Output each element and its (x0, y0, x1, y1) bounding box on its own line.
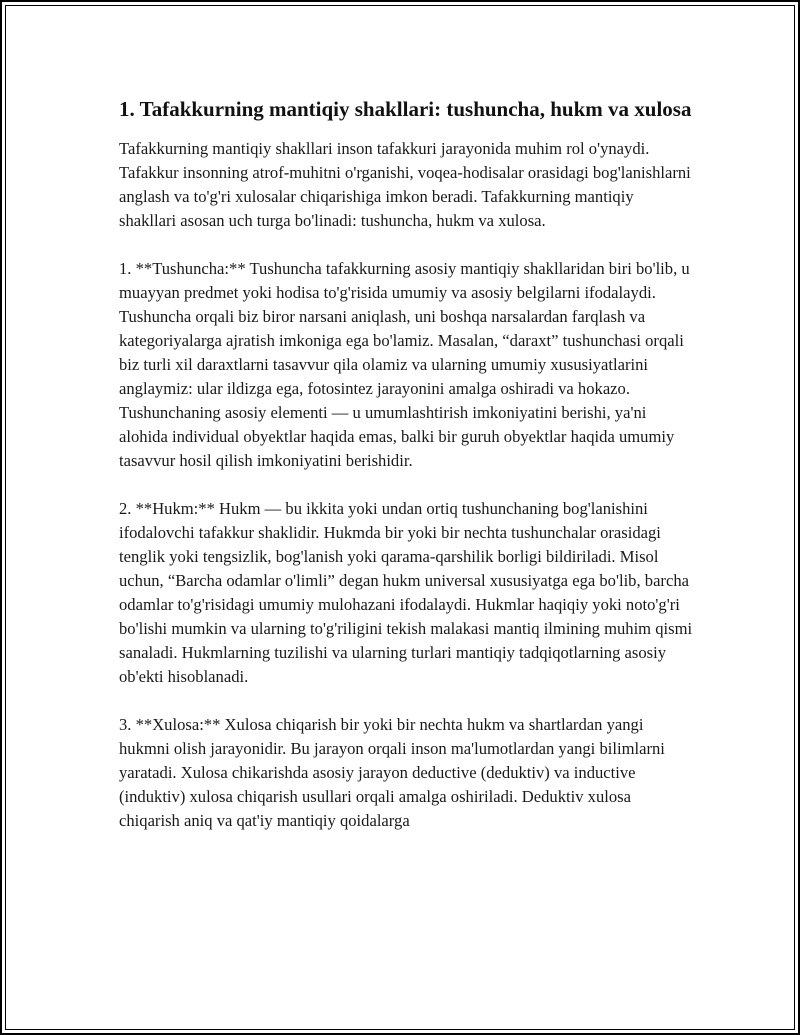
paragraph-tushuncha: 1. **Tushuncha:** Tushuncha tafakkurning asosiy mantiqiy shakllaridan biri bo'lib, u muayyan predmet yoki hodisa to'g'risida umumiy va asosiy belgilarni ifodalaydi. Tushuncha orqali biz biror narsani aniqlash, uni boshqa narsalardan farqlash va kategoriyalarga ajratish imkoniga ega bo'lamiz. Masalan, “daraxt” tushunchasi orqali biz turli xil daraxtlarni tasavvur qila olamiz va ularning umumiy xususiyatlarini anglaymiz: ular ildizga ega, fotosintez jarayonini amalga oshiradi va hokazo. Tushunchaning asosiy elementi — u umumlashtirish imkoniyatini berishi, ya'ni alohida individual obyektlar haqida emas, balki bir guruh obyektlar haqida umumiy tasavvur hosil qilish imkoniyatini berishidir. (119, 259, 690, 470)
paragraph-xulosa: 3. **Xulosa:** Xulosa chiqarish bir yoki bir nechta hukm va shartlardan yangi hukmni olish jarayonidir. Bu jarayon orqali inson ma'lumotlardan yangi bilimlarni yaratadi. Xulosa chikarishda asosiy jarayon deductive (deduktiv) va inductive (induktiv) xulosa chiqarish usullari orqali amalga oshiriladi. Deduktiv xulosa chiqarish aniq va qat'iy mantiqiy qoidalarga (119, 715, 665, 830)
paragraph-intro: Tafakkurning mantiqiy shakllari inson tafakkuri jarayonida muhim rol o'ynaydi. Tafakkur insonning atrof-muhitni o'rganishi, voqea-hodisalar orasidagi bog'lanishlarni anglash va to'g'ri xulosalar chiqarishiga imkon beradi. Tafakkurning mantiqiy shakllari asosan uch turga bo'linadi: tushuncha, hukm va xulosa. (119, 139, 691, 230)
document-body (119, 96, 694, 857)
document-title: 1. Tafakkurning mantiqiy shakllari: tushuncha, hukm va xulosa (119, 97, 692, 121)
paragraph-hukm: 2. **Hukm:** Hukm — bu ikkita yoki undan ortiq tushunchaning bog'lanishini ifodalovchi tafakkur shaklidir. Hukmda bir yoki bir nechta tushunchalar orasidagi tenglik yoki tengsizlik, bog'lanish yoki qarama-qarshilik borligi bildiriladi. Misol uchun, “Barcha odamlar o'limli” degan hukm universal xususiyatga ega bo'lib, barcha odamlar to'g'risidagi umumiy mulohazani ifodalaydi. Hukmlar haqiqiy yoki noto'g'ri bo'lishi mumkin va ularning to'g'riligini tekish malakasi mantiq ilmining muhim qismi sanaladi. Hukmlarning tuzilishi va ularning turlari mantiqiy tadqiqotlarning asosiy ob'ekti hisoblanadi. (119, 499, 693, 686)
